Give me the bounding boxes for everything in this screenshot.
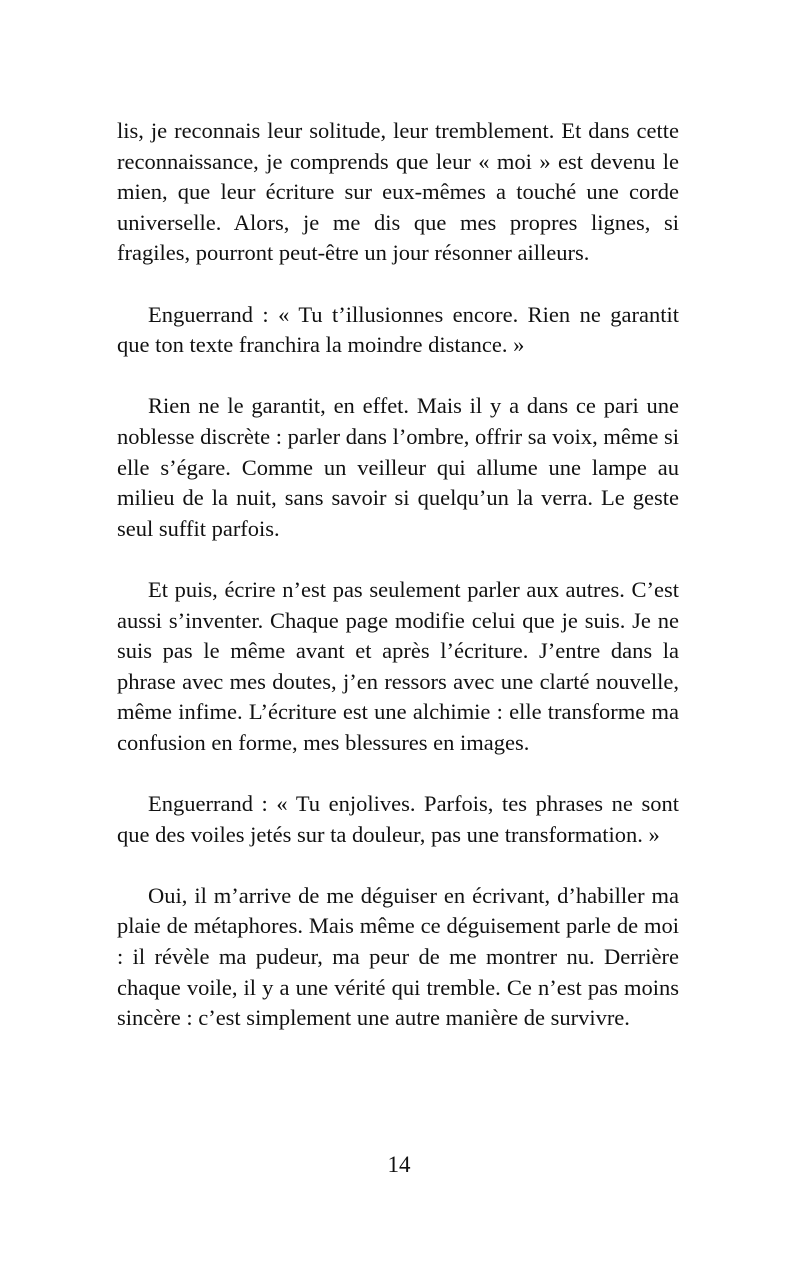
paragraph-dialogue-enguerrand: Enguerrand : « Tu t’illusionnes encore. Rien ne garantit que ton texte franchira la moindre distance. » (117, 301, 679, 358)
page-number: 14 (387, 1152, 411, 1177)
paragraph: Oui, il m’arrive de me déguiser en écrivant, d’habiller ma plaie de métaphores. Mais même ce déguisement parle de moi : il révèle ma pudeur, ma peur de me montrer nu. Derrière chaque voile, il y a une vérité qui tremble. Ce n’est pas moins sincère : c’est simplement une autre manière de survivre. (117, 882, 679, 1031)
page-body (117, 116, 679, 1064)
paragraph: Et puis, écrire n’est pas seulement parler aux autres. C’est aussi s’inventer. Chaque page modifie celui que je suis. Je ne suis pas le même avant et après l’écriture. J’entre dans la phrase avec mes doutes, j’en ressors avec une clarté nouvelle, même infime. L’écriture est une alchimie : elle transforme ma confusion en forme, mes blessures en images. (117, 576, 679, 755)
paragraph: Rien ne le garantit, en effet. Mais il y a dans ce pari une noblesse discrète : parler dans l’ombre, offrir sa voix, même si elle s’égare. Comme un veilleur qui allume une lampe au milieu de la nuit, sans savoir si quelqu’un la verra. Le geste seul suffit parfois. (117, 393, 679, 541)
paragraph-dialogue-enguerrand: Enguerrand : « Tu enjolives. Parfois, tes phrases ne sont que des voiles jetés sur ta douleur, pas une transformation. » (117, 791, 679, 847)
paragraph-continued: lis, je reconnais leur solitude, leur tremblement. Et dans cette reconnaissance, je comprends que leur « moi » est devenu le mien, que leur écriture sur eux-mêmes a touché une corde universelle. Alors, je me dis que mes propres lignes, si fragiles, pourront peut-être un jour résonner ailleurs. (117, 118, 679, 266)
